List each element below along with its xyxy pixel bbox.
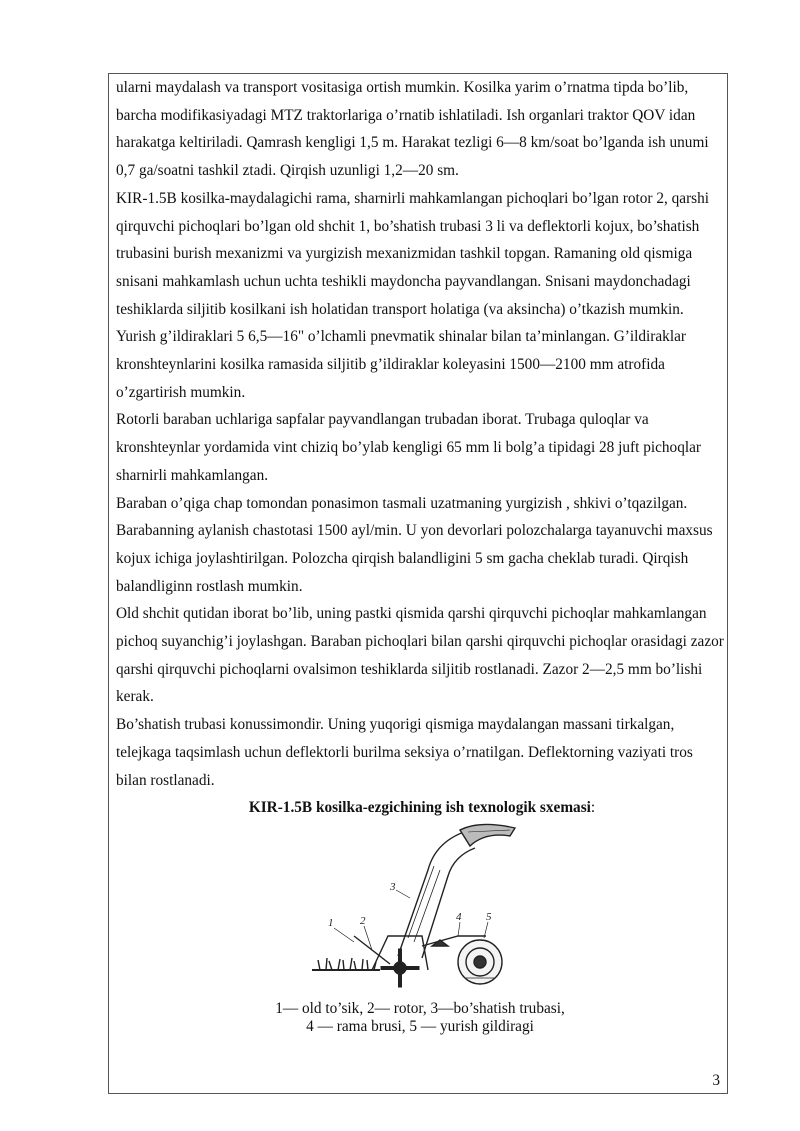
- paragraph-2: KIR-1.5B kosilka-maydalagichi rama, sharnirli mahkamlangan pichoqlari bo’lgan rotor 2, qarshi qirquvchi pichoqlari bo’lgan old shchit 1, bo’shatish trubasi 3 li va deflektorli kojux, bo’shatish trubasini burish mexanizmi va yurgizish mexanizmidan tashkil topgan. Ramaning old qismiga snisani mahkamlash uchun uchta teshikli maydoncha payvandlangan. Snisani maydonchadagi teshiklarda siljitib kosilkani ish holatidan transport holatiga (va aksincha) o’tkazish mumkin. Yurish g’ildiraklari 5 6,5—16" o’lchamli pnevmatik shinalar bilan ta’minlangan. G’ildiraklar kronshteynlarini kosilka ramasida siljitib g’ildiraklar koleyasini 1500—2100 mm atrofida o’zgartirish mumkin.: [116, 189, 710, 401]
- paragraph-5: Old shchit qutidan iborat bo’lib, uning pastki qismida qarshi qirquvchi pichoqlar mahkamlangan pichoq suyanchig’i joylashgan. Baraban pichoqlari bilan qarshi qirquvchi pichoqlar orasidagi zazor qarshi qirquvchi pichoqlarni ovalsimon teshiklarda siljitib rostlanadi. Zazor 2—2,5 mm bo’lishi kerak.: [116, 605, 724, 706]
- mower-diagram: [310, 818, 520, 998]
- paragraph-1: ularni maydalash va transport vositasiga ortish mumkin. Kosilka yarim o’rnatma tipda bo’lib, barcha modifikasiyadagi MTZ traktorlariga o’rnatib ishlatiladi. Ish organlari traktor QOV idan harakatga keltiriladi. Qamrash kengligi 1,5 m. Harakat tezligi 6—8 km/soat bo’lganda ish unumi 0,7 ga/soatni tashkil ztadi. Qirqish uzunligi 1,2—20 sm.: [116, 79, 709, 180]
- figure-heading-colon: :: [590, 799, 596, 817]
- paragraph-4: Baraban o’qiga chap tomondan ponasimon tasmali uzatmaning yurgizish , shkivi o’tqazilgan. Barabanning aylanish chastotasi 1500 ayl/min. U yon devorlari polozchalarga tayanuvchi maxsus kojux ichiga joylashtirilgan. Polozcha qirqish balandligini 5 sm gacha cheklab turadi. Qirqish balandliginn rostlash mumkin.: [116, 494, 713, 595]
- page-number: 3: [712, 1072, 720, 1089]
- label-1: 1: [328, 917, 334, 929]
- figure-heading-text: KIR-1.5B kosilka-ezgichining ish texnologik sxemasi: [248, 799, 591, 817]
- label-4: 4: [456, 911, 462, 923]
- caption-line-2: 4 — rama brusi, 5 — yurish gildiragi: [306, 1018, 534, 1035]
- label-5: 5: [486, 911, 492, 923]
- figure-caption: [116, 1000, 724, 1036]
- label-3: 3: [390, 881, 396, 893]
- main-text: [116, 74, 724, 822]
- caption-line-1: 1— old to’sik, 2— rotor, 3—bo’shatish trubasi,: [275, 1000, 565, 1017]
- label-2: 2: [360, 915, 366, 927]
- paragraph-3: Rotorli baraban uchlariga sapfalar payvandlangan trubadan iborat. Trubaga quloqlar va kronshteynlar yordamida vint chiziq bo’ylab kengligi 65 mm li bolg’a tipidagi 28 juft pichoqlar sharnirli mahkamlangan.: [116, 411, 701, 484]
- paragraph-6: Bo’shatish trubasi konussimondir. Uning yuqorigi qismiga maydalangan massani tirkalgan, telejkaga taqsimlash uchun deflektorli burilma seksiya o’rnatilgan. Deflektorning vaziyati tros bilan rostlanadi.: [116, 716, 693, 789]
